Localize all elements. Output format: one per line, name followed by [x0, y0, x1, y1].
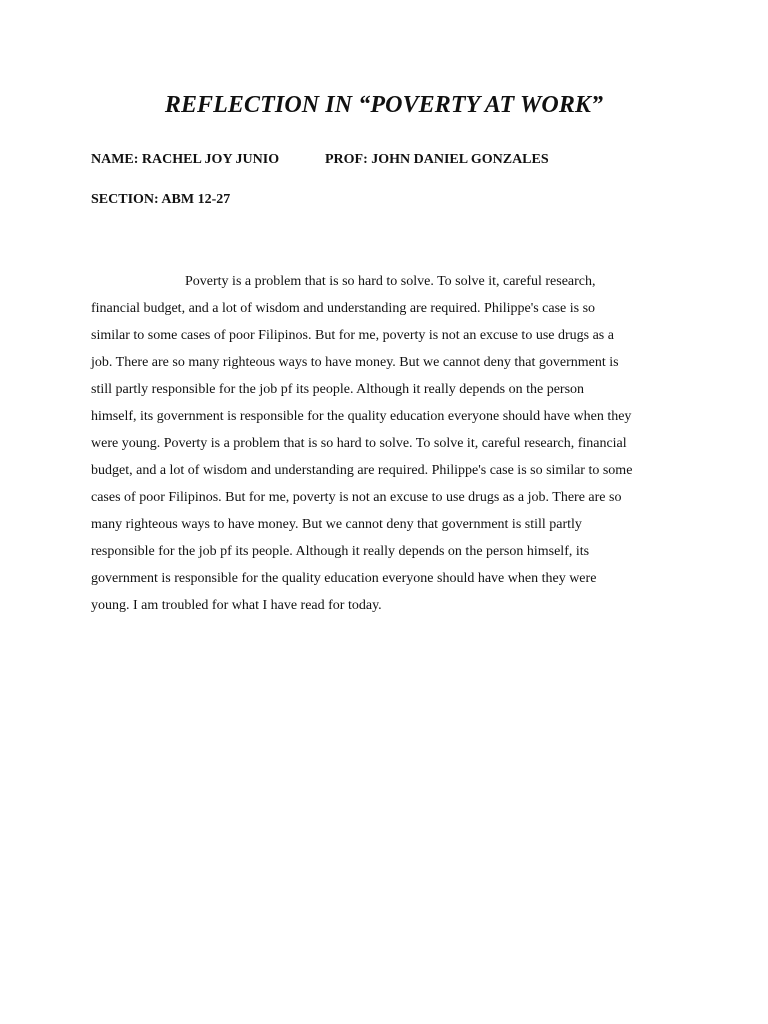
paragraph-line: young. I am troubled for what I have read for today. [91, 598, 382, 613]
paragraph-line: cases of poor Filipinos. But for me, poverty is not an excuse to use drugs as a job. There are so [91, 490, 622, 505]
paragraph-line: financial budget, and a lot of wisdom and understanding are required. Philippe's case is so [91, 301, 596, 316]
reflection-paragraph [91, 268, 691, 619]
professor-name: PROF: JOHN DANIEL GONZALES [325, 152, 549, 167]
paragraph-line: government is responsible for the quality education everyone should have when they were [91, 571, 597, 586]
paragraph-line: budget, and a lot of wisdom and understanding are required. Philippe's case is so similar to some [91, 463, 633, 478]
paragraph-line: job. There are so many righteous ways to have money. But we cannot deny that government is [91, 355, 619, 370]
student-name: NAME: RACHEL JOY JUNIO [91, 152, 280, 167]
paragraph-line: many righteous ways to have money. But we cannot deny that government is still partly [91, 517, 582, 532]
document-title: REFLECTION IN “POVERTY AT WORK” [164, 92, 604, 118]
paragraph-line: still partly responsible for the job pf its people. Although it really depends on the person [91, 382, 585, 397]
section-label: SECTION: ABM 12-27 [91, 192, 231, 207]
paragraph-line: Poverty is a problem that is so hard to solve. To solve it, careful research, [185, 274, 596, 289]
paragraph-line: were young. Poverty is a problem that is so hard to solve. To solve it, careful research, financial [91, 436, 627, 451]
paragraph-line: similar to some cases of poor Filipinos. But for me, poverty is not an excuse to use drugs as a [91, 328, 614, 343]
paragraph-line: himself, its government is responsible for the quality education everyone should have when they [91, 409, 632, 424]
paragraph-line: responsible for the job pf its people. Although it really depends on the person himself, its [91, 544, 590, 559]
